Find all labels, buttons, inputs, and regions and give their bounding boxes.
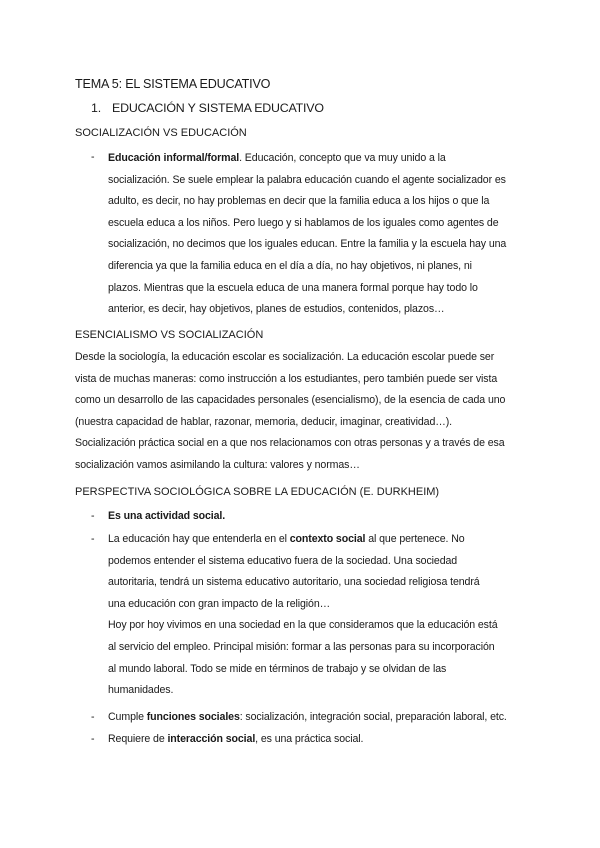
text-line: La educación hay que entenderla en el contexto social al que pertenece. No (108, 533, 465, 545)
text-line: Desde la sociología, la educación escolar es socialización. La educación escolar puede ser (75, 351, 495, 363)
subheading-perspectiva-sociologica: PERSPECTIVA SOCIOLÓGICA SOBRE LA EDUCACIÓN (E. DURKHEIM) (75, 486, 440, 498)
section-heading (91, 101, 324, 115)
document-title: TEMA 5: EL SISTEMA EDUCATIVO (75, 77, 271, 91)
bullet-dash: - (91, 533, 95, 545)
text-line: al mundo laboral. Todo se mide en términos de trabajo y se olvidan de las (108, 662, 447, 675)
bullet-dash: - (91, 733, 95, 745)
bold-term: contexto social (289, 533, 366, 545)
subheading-socializacion-educacion: SOCIALIZACIÓN VS EDUCACIÓN (75, 127, 247, 139)
text-line: socialización vamos asimilando la cultura: valores y normas… (75, 458, 360, 471)
paragraph-educacion-formal (108, 148, 533, 321)
text-line: Educación informal/formal. Educación, concepto que va muy unido a la (108, 152, 446, 164)
bold-term: Es una actividad social. (108, 510, 226, 522)
text-line: humanidades. (108, 684, 174, 697)
text-line: Hoy por hoy vivimos en una sociedad en la que consideramos que la educación está (108, 619, 498, 632)
text-line: vista de muchas maneras: como instrucción a los estudiantes, pero también puede ser vista (75, 372, 498, 385)
text-line: una educación con gran impacto de la religión… (108, 597, 331, 610)
bold-term: Educación informal/formal (108, 152, 240, 164)
text-line: escuela educa a los niños. Pero luego y si hablamos de los iguales como agentes de (108, 216, 499, 229)
subheading-esencialismo: ESENCIALISMO VS SOCIALIZACIÓN (75, 329, 264, 341)
text-line: adulto, es decir, no hay problemas en decir que la familia educa a los hijos o que la (108, 195, 490, 208)
text-line: plazos. Mientras que la escuela educa de una manera formal porque hay todo lo (108, 281, 478, 294)
text-line: como un desarrollo de las capacidades personales (esencialismo), de la esencia de cada uno (75, 394, 506, 407)
bullet-dash: - (91, 510, 95, 522)
section-label: EDUCACIÓN Y SISTEMA EDUCATIVO (112, 101, 324, 115)
text-line: podemos entender el sistema educativo fuera de la sociedad. Una sociedad (108, 554, 458, 567)
text-line: al servicio del empleo. Principal misión: formar a las personas para su incorporación (108, 640, 495, 653)
bullet-funciones-sociales: Cumple funciones sociales: socialización, integración social, preparación laboral, etc. (108, 711, 507, 723)
text-line: socialización, no decimos que los iguales educan. Entre la familia y la escuela hay una (108, 238, 507, 251)
bullet-dash: - (91, 151, 95, 163)
bullet-actividad-social (108, 510, 225, 522)
bold-term: funciones sociales (146, 711, 240, 723)
text-line: anterior, es decir, hay objetivos, planes de estudios, contenidos, plazos… (108, 303, 445, 316)
paragraph-contexto-social (108, 529, 533, 702)
bold-term: interacción social (167, 733, 256, 745)
bullet-dash: - (91, 711, 95, 723)
text-line: diferencia ya que la familia educa en el día a día, no hay objetivos, ni planes, ni (108, 259, 472, 272)
text-line: Socialización práctica social en a que nos relacionamos con otras personas y a través de esa (75, 437, 505, 450)
paragraph-esencialismo (75, 347, 535, 477)
text-line: autoritaria, tendrá un sistema educativo autoritario, una sociedad religiosa tendrá (108, 576, 480, 589)
text-line: socialización. Se suele emplear la palabra educación cuando el agente socializador es (108, 173, 506, 186)
section-number: 1. (91, 101, 101, 115)
bullet-interaccion-social: Requiere de interacción social, es una práctica social. (108, 733, 364, 745)
text-line: (nuestra capacidad de hablar, razonar, memoria, deducir, imaginar, creatividad…). (75, 415, 453, 428)
